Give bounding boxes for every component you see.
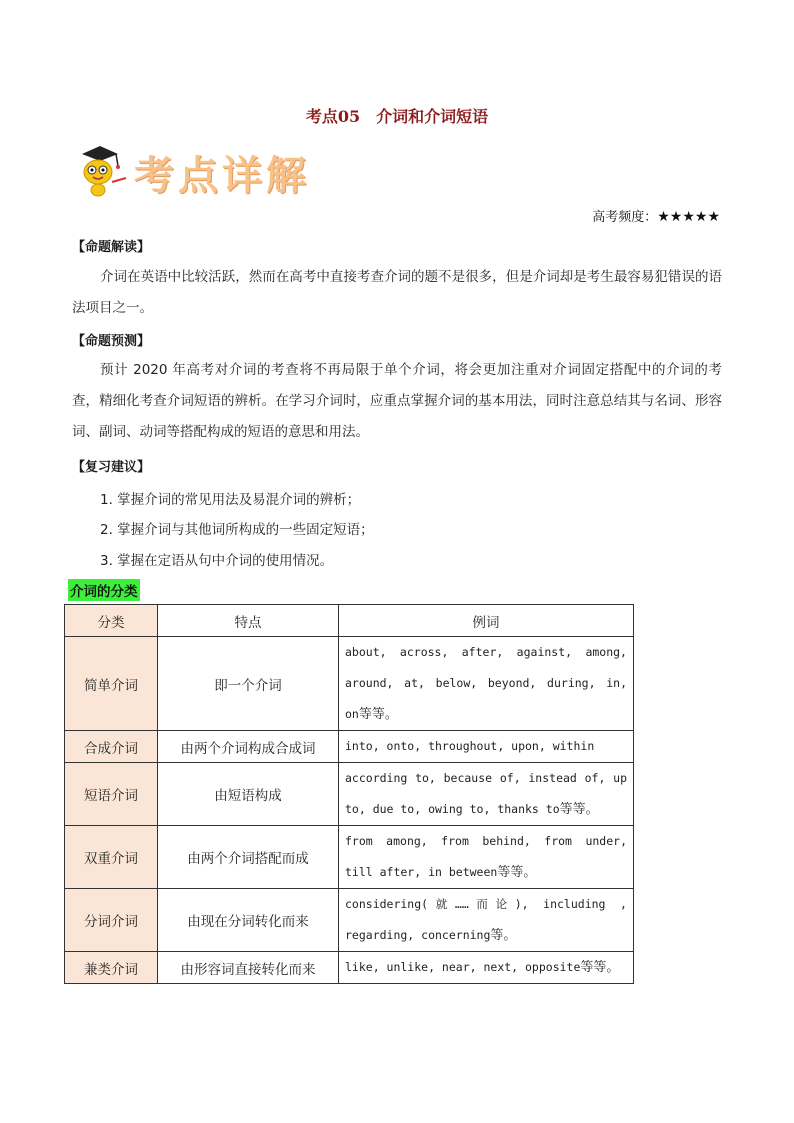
- row-type: 合成介词: [65, 731, 158, 763]
- frequency-label: 高考频度：: [592, 210, 658, 225]
- row-examples: [339, 637, 634, 731]
- header-feature: 特点: [158, 605, 339, 637]
- classification-tag: 介词的分类: [68, 579, 140, 601]
- prediction-heading: 【命题预测】: [72, 334, 151, 349]
- topic-title: 介词和介词短语: [376, 107, 489, 126]
- row-type: 兼类介词: [65, 952, 158, 984]
- review-heading: 【复习建议】: [72, 460, 151, 475]
- examples-suffix: 等等。: [580, 960, 620, 975]
- table-row: [65, 637, 634, 731]
- row-feature: 由短语构成: [158, 763, 339, 826]
- row-feature: 由形容词直接转化而来: [158, 952, 339, 984]
- header-type: 分类: [65, 605, 158, 637]
- exam-frequency: [592, 206, 720, 225]
- row-feature: 由两个介词构成合成词: [158, 731, 339, 763]
- row-examples: [339, 731, 634, 763]
- row-type: 分词介词: [65, 889, 158, 952]
- examples-suffix: 等等。: [358, 707, 398, 722]
- table-row: [65, 889, 634, 952]
- table-row: [65, 731, 634, 763]
- banner-text: 考点详解: [134, 152, 310, 199]
- table-row: [65, 826, 634, 889]
- review-item-2: 2. 掌握介词与其他词所构成的一些固定短语；: [100, 522, 374, 538]
- examples-text: into, onto, throughout, upon, within: [345, 739, 595, 753]
- examples-text: according to, because of, instead of, up to, due to, owing to, thanks to: [345, 771, 627, 816]
- row-feature: 即一个介词: [158, 637, 339, 731]
- examples-text: about, across, after, against, among, around, at, below, beyond, during, in, on: [345, 645, 627, 721]
- topic-code: 考点05: [305, 107, 361, 126]
- row-type: 双重介词: [65, 826, 158, 889]
- section-banner: [76, 142, 336, 198]
- examples-text: considering(就……而论), including , regarding, concerning: [345, 897, 627, 942]
- interpretation-heading: 【命题解读】: [72, 240, 151, 255]
- graduate-mascot-icon: [76, 142, 138, 198]
- preposition-classification-table: [64, 604, 634, 984]
- row-examples: [339, 952, 634, 984]
- examples-text: like, unlike, near, next, opposite: [345, 960, 581, 974]
- table-header-row: [65, 605, 634, 637]
- table-row: [65, 763, 634, 826]
- row-feature: 由两个介词搭配而成: [158, 826, 339, 889]
- frequency-stars: ★★★★★: [657, 209, 720, 225]
- row-examples: [339, 763, 634, 826]
- row-feature: 由现在分词转化而来: [158, 889, 339, 952]
- examples-suffix: 等等。: [559, 802, 599, 817]
- prediction-text: 预计 2020 年高考对介词的考查将不再局限于单个介词，将会更加注重对介词固定搭配中的介词的考查，精细化考查介词短语的辨析。在学习介词时，应重点掌握介词的基本用法，同时注意总结其与名词、形容词、副词、动词等搭配构成的短语的意思和用法。: [72, 362, 722, 440]
- review-item-1: 1. 掌握介词的常见用法及易混介词的辨析；: [100, 492, 361, 508]
- examples-suffix: 等。: [490, 928, 517, 943]
- row-type: 简单介词: [65, 637, 158, 731]
- review-item-3: 3. 掌握在定语从句中介词的使用情况。: [100, 553, 334, 569]
- examples-text: from among, from behind, from under, till after, in between: [345, 834, 627, 879]
- row-type: 短语介词: [65, 763, 158, 826]
- header-examples: 例词: [339, 605, 634, 637]
- table-row: [65, 952, 634, 984]
- examples-suffix: 等等。: [497, 865, 537, 880]
- page-title: [0, 104, 794, 127]
- interpretation-text: 介词在英语中比较活跃，然而在高考中直接考查介词的题不是很多，但是介词却是考生最容易犯错误的语法项目之一。: [72, 269, 722, 316]
- row-examples: [339, 889, 634, 952]
- row-examples: [339, 826, 634, 889]
